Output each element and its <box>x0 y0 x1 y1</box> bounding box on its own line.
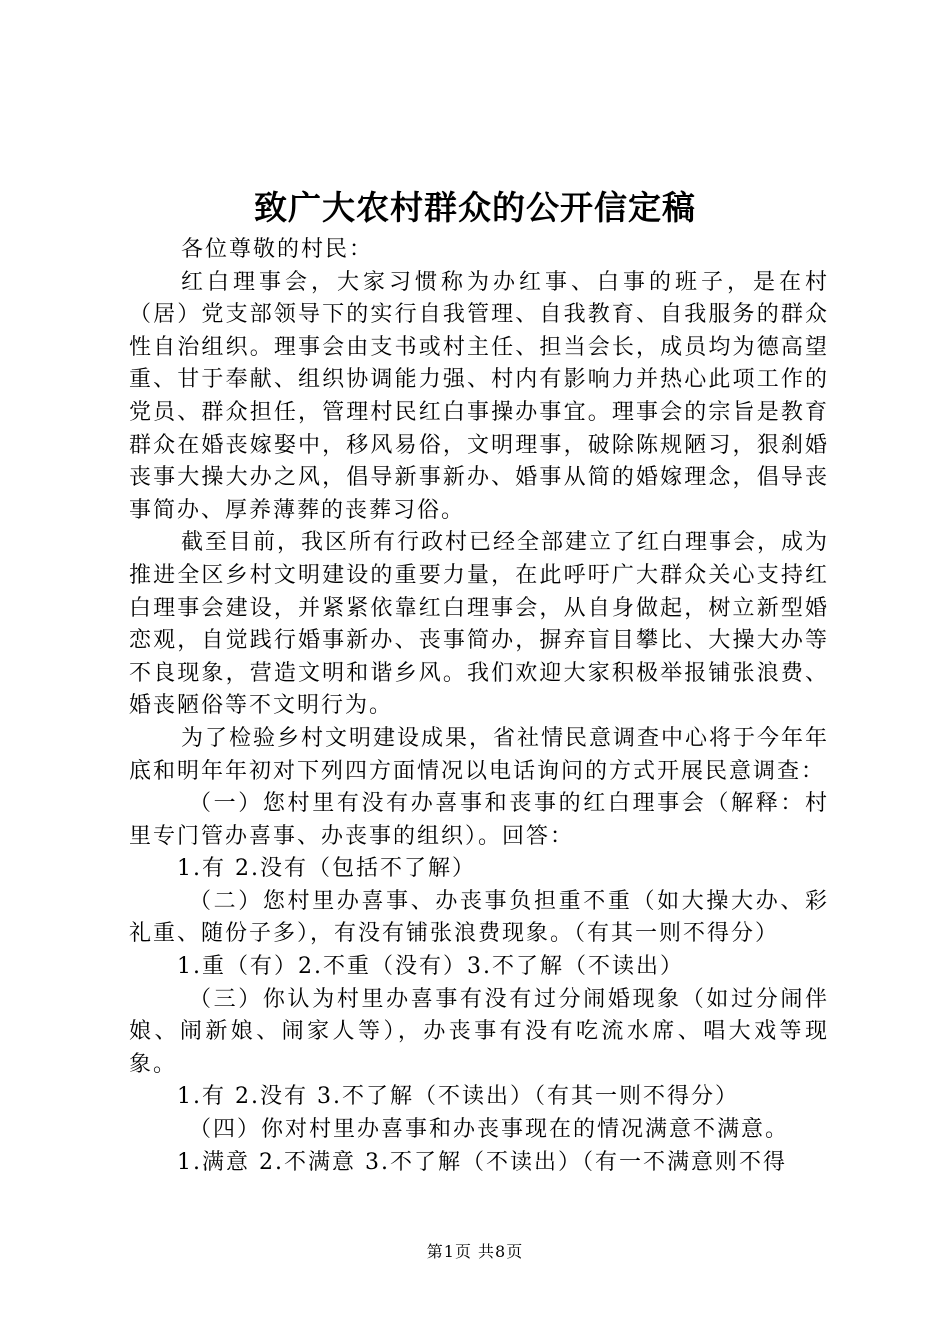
survey-question: （二）您村里办喜事、办丧事负担重不重（如大操大办、彩礼重、随份子多），有没有铺张浪费现象。（有其一则不得分） <box>129 888 829 947</box>
survey-question: （四）你对村里办喜事和办丧事现在的情况满意不满意。 <box>189 1117 790 1143</box>
page-number-footer: 第1页 共8页 <box>426 1242 524 1261</box>
survey-answer-options: 1.有 2.没有（包括不了解） <box>177 856 476 882</box>
survey-answer-options: 1.重（有）2.不重（没有）3.不了解（不读出） <box>177 954 684 980</box>
document-body <box>129 234 829 1179</box>
survey-question: （一）您村里有没有办喜事和丧事的红白理事会（解释：村里专门管办喜事、办丧事的组织）。回答： <box>129 791 829 849</box>
survey-answer-options: 1.有 2.没有 3.不了解（不读出）（有其一则不得分） <box>177 1084 739 1110</box>
paragraph: 红白理事会，大家习惯称为办红事、白事的班子，是在村（居）党支部领导下的实行自我管理、自我教育、自我服务的群众性自治组织。理事会由支书或村主任、担当会长，成员均为德高望重、甘于奉献、组织协调能力强、村内有影响力并热心此项工作的党员、群众担任，管理村民红白事操办事宜。理事会的宗旨是教育群众在婚丧嫁娶中，移风易俗，文明理事，破除陈规陋习，狠刹婚丧事大操大办之风，倡导新事新办、婚事从简的婚嫁理念，倡导丧事简办、厚养薄葬的丧葬习俗。 <box>129 269 829 523</box>
salutation: 各位尊敬的村民： <box>181 237 374 262</box>
document-title: 致广大农村群众的公开信定稿 <box>254 188 696 227</box>
survey-question: （三）你认为村里办喜事有没有过分闹婚现象（如过分闹伴娘、闹新娘、闹家人等），办丧事有没有吃流水席、唱大戏等现象。 <box>129 986 829 1077</box>
survey-answer-options: 1.满意 2.不满意 3.不了解（不读出）（有一不满意则不得 <box>177 1149 787 1175</box>
paragraph: 截至目前，我区所有行政村已经全部建立了红白理事会，成为推进全区乡村文明建设的重要力量，在此呼吁广大群众关心支持红白理事会建设，并紧紧依靠红白理事会，从自身做起，树立新型婚恋观，自觉践行婚事新办、丧事简办，摒弃盲目攀比、大操大办等不良现象，营造文明和谐乡风。我们欢迎大家积极举报铺张浪费、婚丧陋俗等不文明行为。 <box>129 530 830 719</box>
paragraph: 为了检验乡村文明建设成果，省社情民意调查中心将于今年年底和明年年初对下列四方面情况以电话询问的方式开展民意调查： <box>129 725 830 784</box>
